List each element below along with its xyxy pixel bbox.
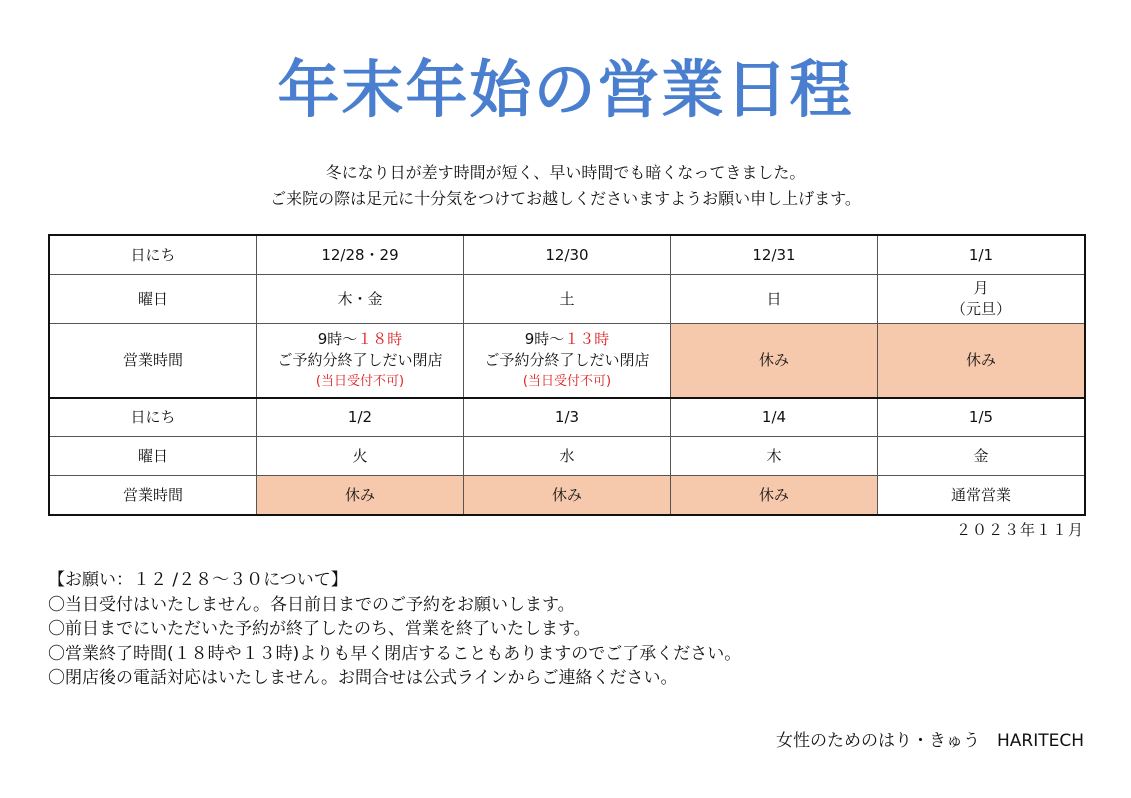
date-cell: 12/30 <box>464 236 671 275</box>
notes-section <box>48 568 1088 691</box>
date-cell: 12/28・29 <box>257 236 464 275</box>
note-item: 〇閉店後の電話対応はいたしません。お問合せは公式ラインからご連絡ください。 <box>48 668 678 688</box>
table-row <box>50 398 1085 437</box>
clinic-name: 女性のためのはり・きゅう HARITECH <box>775 731 1084 751</box>
date-cell: 1/5 <box>878 398 1085 437</box>
open-time: 9時～ <box>317 329 358 348</box>
closed-cell: 休み <box>464 476 671 515</box>
row-label-day: 曜日 <box>50 437 257 476</box>
note-item: 〇前日までにいただいた予約が終了したのち、営業を終了いたします。 <box>48 619 591 639</box>
day-cell: 金 <box>878 437 1085 476</box>
closed-cell: 休み <box>671 324 878 398</box>
day-cell: 水 <box>464 437 671 476</box>
close-note: ご予約分終了しだい閉店 <box>484 350 650 369</box>
day-cell: 木・金 <box>257 275 464 324</box>
table-row <box>50 236 1085 275</box>
row-label-day: 曜日 <box>50 275 257 324</box>
closed-cell: 休み <box>257 476 464 515</box>
hours-range <box>464 329 670 350</box>
day-cell: 木 <box>671 437 878 476</box>
note-item: 〇当日受付はいたしません。各日前日までのご予約をお願いします。 <box>48 594 575 615</box>
closed-cell: 休み <box>671 476 878 515</box>
schedule-table <box>49 235 1085 515</box>
date-cell: 1/2 <box>257 398 464 437</box>
close-time: １３時 <box>564 329 610 348</box>
row-label-hours: 営業時間 <box>50 324 257 398</box>
normal-hours-cell: 通常営業 <box>878 476 1085 515</box>
date-cell: 1/4 <box>671 398 878 437</box>
close-time: １８時 <box>357 329 403 348</box>
close-note: ご予約分終了しだい閉店 <box>277 350 443 369</box>
day-cell: 日 <box>671 275 878 324</box>
hours-cell <box>464 324 671 398</box>
day-cell: 火 <box>257 437 464 476</box>
hours-cell <box>257 324 464 398</box>
date-cell: 1/3 <box>464 398 671 437</box>
open-time: 9時～ <box>524 329 565 348</box>
issue-date: ２０２３年１１月 <box>955 521 1084 539</box>
day-cell: 土 <box>464 275 671 324</box>
intro-text <box>0 160 1131 212</box>
row-label-date: 日にち <box>50 236 257 275</box>
row-label-hours: 営業時間 <box>50 476 257 515</box>
table-row <box>50 275 1085 324</box>
day-text: 月 <box>973 279 989 297</box>
intro-line-2: ご来院の際は足元に十分気をつけてお越しくださいますようお願い申し上げます。 <box>270 189 861 208</box>
note-item: 〇営業終了時間(１８時や１３時)よりも早く閉店することもありますのでご了承ください。 <box>48 643 742 664</box>
day-cell <box>878 275 1085 324</box>
date-cell: 1/1 <box>878 236 1085 275</box>
holiday-note: （元旦） <box>950 300 1011 318</box>
table-row <box>50 324 1085 398</box>
no-sameday-note: (当日受付不可) <box>315 373 405 389</box>
table-row <box>50 437 1085 476</box>
table-row <box>50 476 1085 515</box>
intro-line-1: 冬になり日が差す時間が短く、早い時間でも暗くなってきました。 <box>325 163 806 182</box>
page-title: 年末年始の営業日程 <box>277 53 854 126</box>
closed-cell: 休み <box>878 324 1085 398</box>
date-cell: 12/31 <box>671 236 878 275</box>
row-label-date: 日にち <box>50 398 257 437</box>
no-sameday-note: (当日受付不可) <box>522 373 612 389</box>
notes-heading: 【お願い：１２ /２８～３０について】 <box>48 570 348 590</box>
hours-range <box>257 329 463 350</box>
